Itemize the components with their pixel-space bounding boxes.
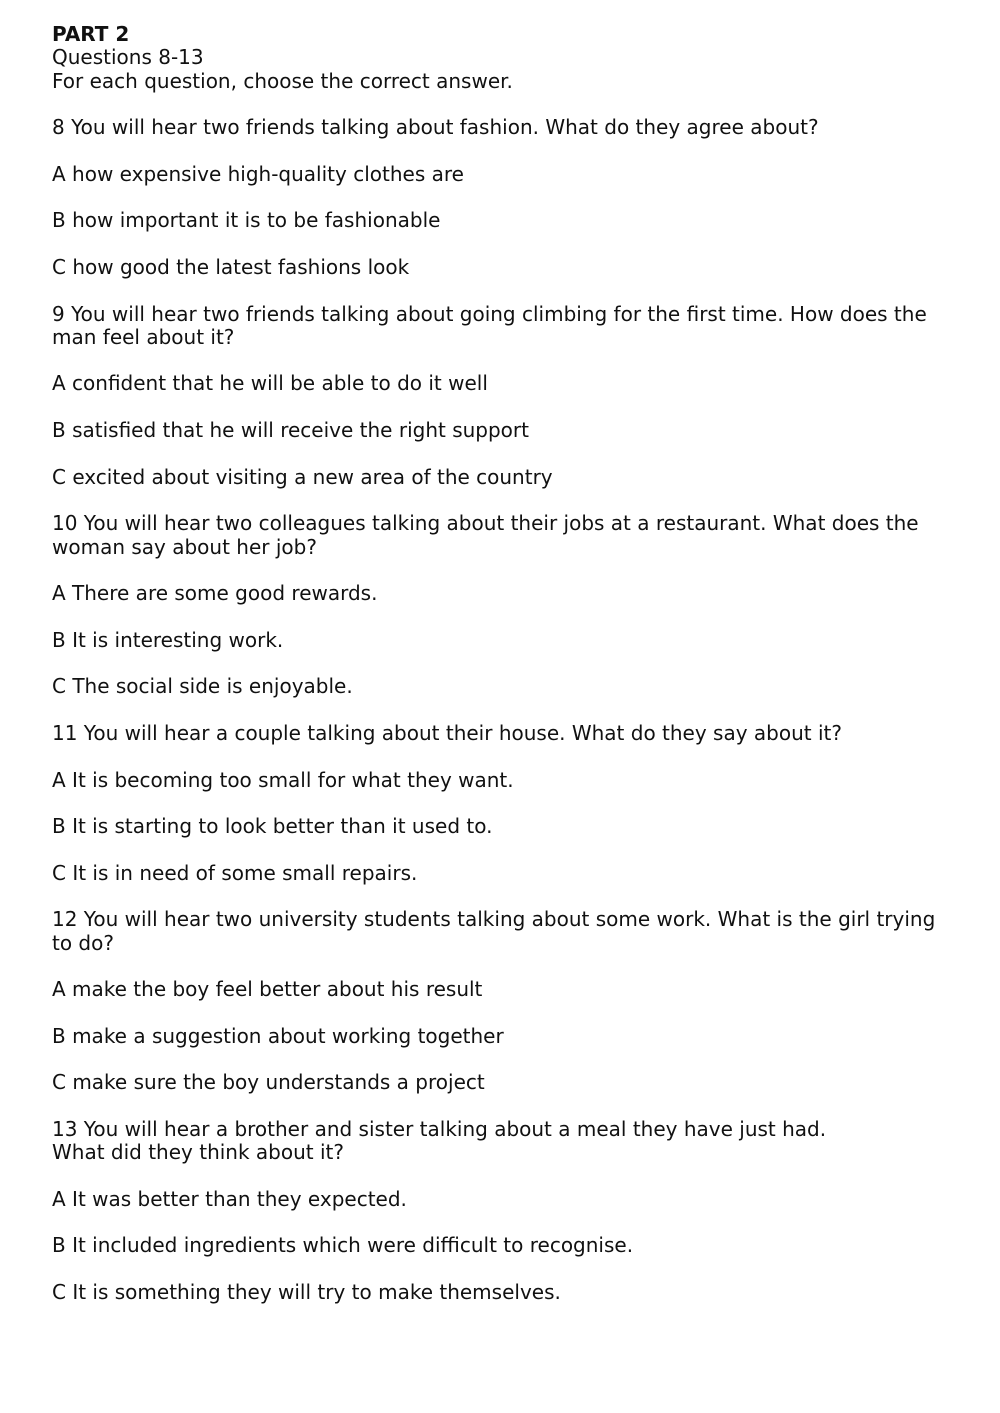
question-12-option-a[interactable]: A make the boy feel better about his result <box>52 977 483 1002</box>
question-13-option-b[interactable]: B It included ingredients which were difficult to recognise. <box>52 1233 634 1258</box>
question-8-option-a[interactable]: A how expensive high-quality clothes are <box>52 161 464 186</box>
question-10-text: 10 You will hear two colleagues talking about their jobs at a restaurant. What does the woman say about her job? <box>52 511 919 559</box>
question-block-11 <box>52 722 952 885</box>
question-11-option-a[interactable]: A It is becoming too small for what they want. <box>52 767 514 792</box>
question-8-option-b[interactable]: B how important it is to be fashionable <box>52 208 441 233</box>
question-8-text: 8 You will hear two friends talking about fashion. What do they agree about? <box>52 115 819 140</box>
question-12-option-c[interactable]: C make sure the boy understands a project <box>52 1070 485 1095</box>
question-9-option-b[interactable]: B satisfied that he will receive the right support <box>52 418 529 443</box>
question-8-option-c[interactable]: C how good the latest fashions look <box>52 254 410 279</box>
question-block-8 <box>52 116 952 279</box>
question-block-9 <box>52 303 952 489</box>
question-9-text: 9 You will hear two friends talking about going climbing for the first time. How does the man feel about it? <box>52 301 927 349</box>
question-10-option-a[interactable]: A There are some good rewards. <box>52 581 378 606</box>
instructions: For each question, choose the correct answer. <box>52 68 513 93</box>
question-13-option-a[interactable]: A It was better than they expected. <box>52 1186 407 1211</box>
question-12-option-b[interactable]: B make a suggestion about working together <box>52 1023 504 1048</box>
question-11-option-b[interactable]: B It is starting to look better than it used to. <box>52 814 493 839</box>
question-13-option-c[interactable]: C It is something they will try to make themselves. <box>52 1280 561 1305</box>
worksheet-page <box>52 23 952 1328</box>
question-9-option-a[interactable]: A confident that he will be able to do it well <box>52 371 488 396</box>
question-block-13 <box>52 1118 952 1304</box>
question-11-option-c[interactable]: C It is in need of some small repairs. <box>52 860 418 885</box>
question-12-text: 12 You will hear two university students talking about some work. What is the girl trying to do? <box>52 907 936 955</box>
question-10-option-c[interactable]: C The social side is enjoyable. <box>52 674 353 699</box>
question-11-text: 11 You will hear a couple talking about their house. What do they say about it? <box>52 720 842 745</box>
question-10-option-b[interactable]: B It is interesting work. <box>52 627 284 652</box>
question-13-text: 13 You will hear a brother and sister talking about a meal they have just had. What did they think about it? <box>52 1116 827 1165</box>
question-block-12 <box>52 908 952 1094</box>
part-heading: PART 2 <box>52 22 130 46</box>
questions-range: Questions 8-13 <box>52 45 204 70</box>
question-9-option-c[interactable]: C excited about visiting a new area of the country <box>52 464 553 489</box>
question-block-10 <box>52 512 952 698</box>
